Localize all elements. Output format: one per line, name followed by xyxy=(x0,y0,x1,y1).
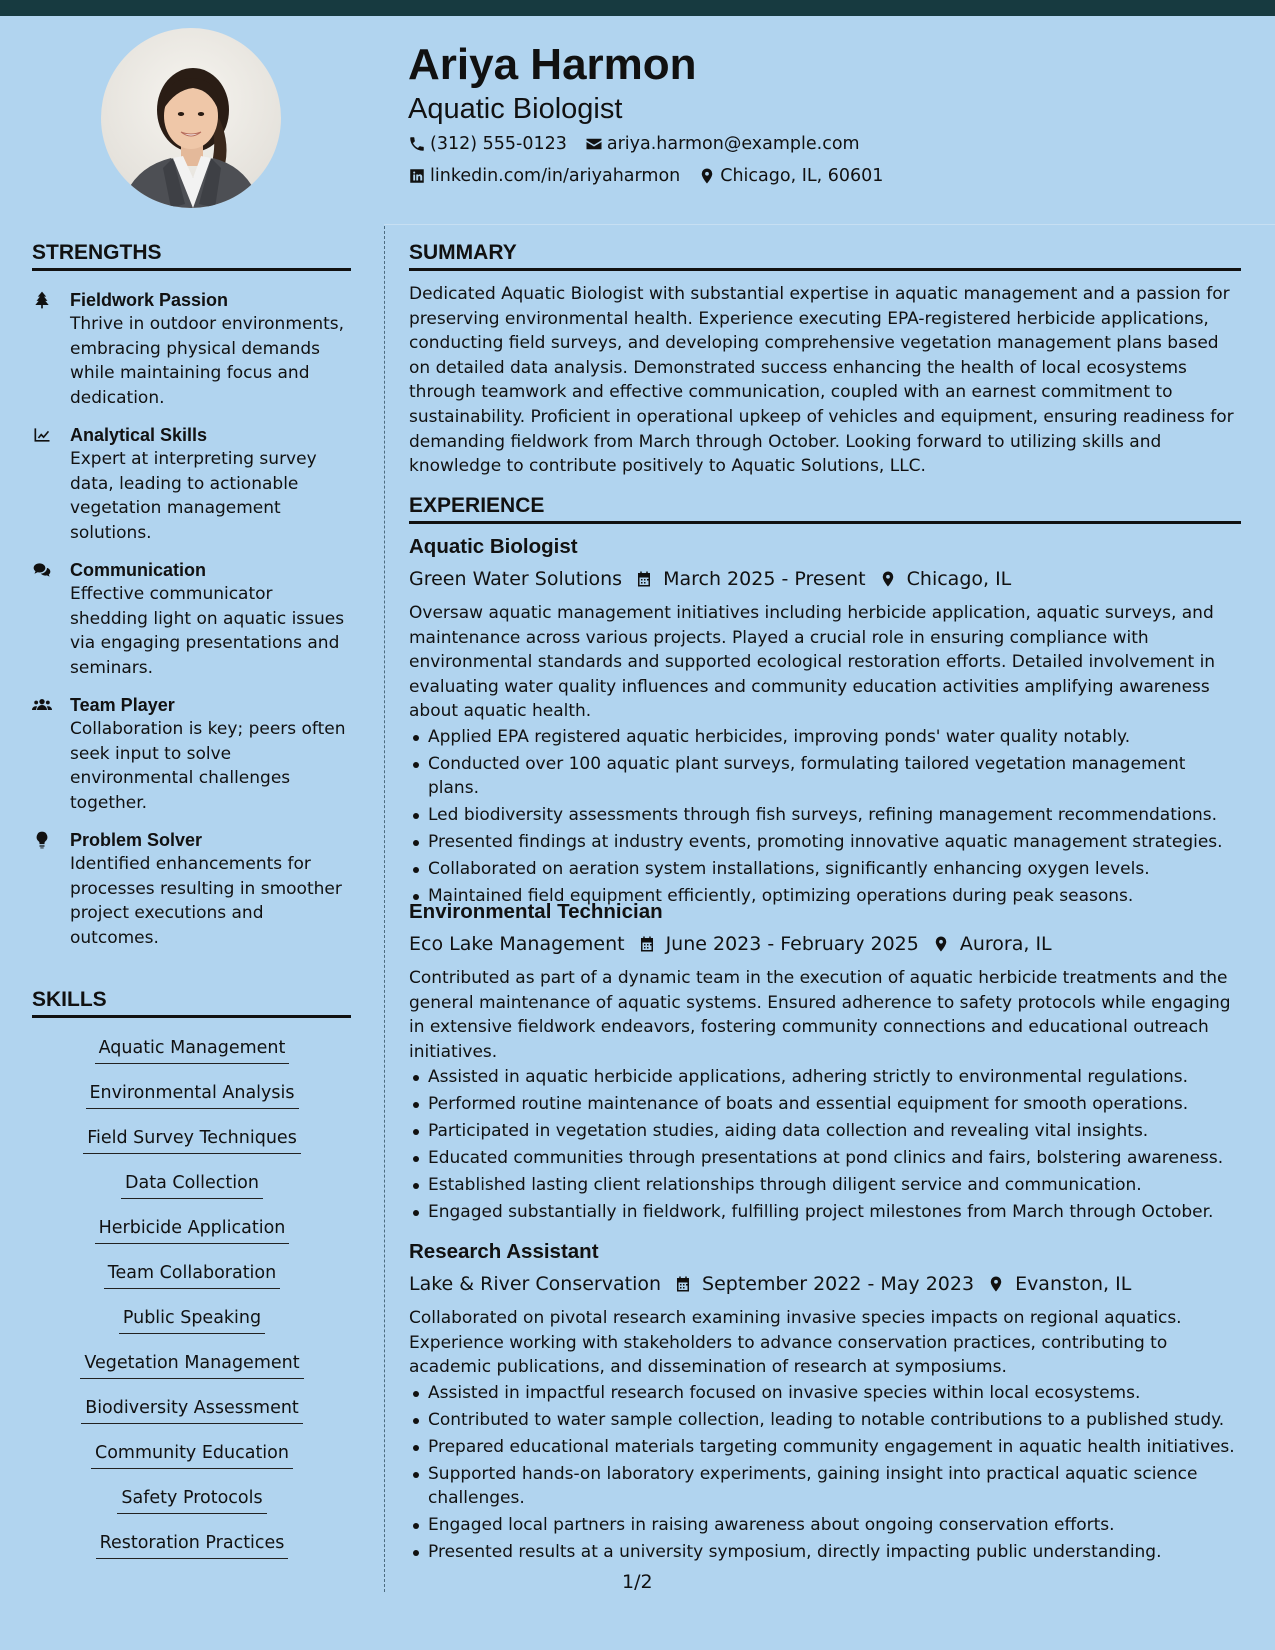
skill-item xyxy=(32,1441,352,1486)
job-dates: September 2022 - May 2023 xyxy=(702,1273,975,1295)
job-title: Research Assistant xyxy=(409,1240,599,1263)
lightbulb-icon xyxy=(32,830,52,850)
skill-label: Public Speaking xyxy=(119,1306,265,1334)
portrait-image xyxy=(101,28,281,208)
experience-entry xyxy=(409,899,1241,1227)
strength-title: Team Player xyxy=(70,695,175,715)
contact-phone xyxy=(408,134,567,154)
linkedin-link[interactable]: linkedin.com/in/ariyaharmon xyxy=(430,166,681,186)
skill-label: Data Collection xyxy=(121,1171,263,1199)
map-pin-icon xyxy=(987,1274,1005,1294)
location-text: Chicago, IL, 60601 xyxy=(720,166,884,186)
linkedin-icon xyxy=(408,167,426,185)
contact-email xyxy=(585,134,860,154)
phone-text[interactable]: (312) 555-0123 xyxy=(430,134,567,154)
strength-item xyxy=(32,423,352,545)
skill-item xyxy=(32,1216,352,1261)
email-link[interactable]: ariya.harmon@example.com xyxy=(606,134,860,154)
bullet-item: Collaborated on aeration system installations, significantly enhancing oxygen levels. xyxy=(409,857,1241,881)
job-description: Oversaw aquatic management initiatives including herbicide application, aquatic surveys, and maintenance across various projects. Played a crucial role in ensuring compliance with environmental standards and supported ecological restoration efforts. Detailed involvement in evaluating water quality influences and community education activities amplifying awareness about aquatic health. xyxy=(409,603,1216,722)
bullet-item: Assisted in aquatic herbicide applications, adhering strictly to environmental regulations. xyxy=(409,1065,1241,1089)
skill-item xyxy=(32,1351,352,1396)
skill-item xyxy=(32,1036,352,1081)
skill-label: Restoration Practices xyxy=(96,1531,289,1559)
map-pin-icon xyxy=(879,569,897,589)
map-pin-icon xyxy=(698,167,716,185)
job-location: Aurora, IL xyxy=(959,933,1052,955)
job-meta xyxy=(409,566,1241,592)
skill-label: Field Survey Techniques xyxy=(83,1126,301,1154)
skill-item xyxy=(32,1261,352,1306)
candidate-name: Ariya Harmon xyxy=(408,40,697,89)
job-location: Chicago, IL xyxy=(906,568,1012,590)
strength-title: Analytical Skills xyxy=(70,425,208,445)
job-meta xyxy=(409,1271,1241,1297)
strengths-heading: STRENGTHS xyxy=(32,241,351,271)
bullet-item: Presented results at a university symposium, directly impacting public understanding. xyxy=(409,1540,1241,1564)
comments-icon xyxy=(32,560,52,580)
job-meta xyxy=(409,931,1241,957)
map-pin-icon xyxy=(932,934,950,954)
bullet-item: Engaged local partners in raising awareness about ongoing conservation efforts. xyxy=(409,1513,1241,1537)
line-chart-icon xyxy=(32,425,52,445)
strength-item xyxy=(32,828,352,950)
bullet-item: Assisted in impactful research focused on invasive species within local ecosystems. xyxy=(409,1381,1241,1405)
page-number: 1/2 xyxy=(622,1571,653,1593)
job-description: Contributed as part of a dynamic team in the execution of aquatic herbicide treatments and the general maintenance of aquatic systems. Ensured adherence to safety protocols while engaging in extensive fieldwork endeavors, fostering community connections and educational outreach initiatives. xyxy=(409,968,1231,1062)
job-bullets xyxy=(409,1381,1241,1564)
strength-description: Collaboration is key; peers often seek input to solve environmental challenges together. xyxy=(70,719,346,813)
calendar-icon xyxy=(674,1274,692,1294)
company-name: Green Water Solutions xyxy=(409,568,623,590)
experience-entry xyxy=(409,534,1241,911)
skill-label: Biodiversity Assessment xyxy=(81,1396,303,1424)
strength-description: Thrive in outdoor environments, embracing physical demands while maintaining focus and dedication. xyxy=(70,314,345,408)
bullet-item: Educated communities through presentations at pond clinics and fairs, bolstering awareness. xyxy=(409,1146,1241,1170)
summary-text: Dedicated Aquatic Biologist with substantial expertise in aquatic management and a passion for preserving environmental health. Experience executing EPA-registered herbicide applications, conducting field surveys, and developing comprehensive vegetation management plans based on detailed data analysis. Demonstrated success enhancing the health of local ecosystems through teamwork and effective communication, coupled with an earnest commitment to sustainability. Proficient in operational upkeep of vehicles and equipment, ensuring readiness for demanding fieldwork from March through October. Looking forward to utilizing skills and knowledge to contribute positively to Aquatic Solutions, LLC. xyxy=(409,284,1234,477)
job-bullets xyxy=(409,1065,1241,1224)
job-title: Aquatic Biologist xyxy=(409,535,578,558)
strength-item xyxy=(32,288,352,410)
column-divider xyxy=(384,226,385,1592)
contact-row-1 xyxy=(408,134,860,154)
strength-description: Expert at interpreting survey data, leading to actionable vegetation management solutions. xyxy=(70,449,317,543)
phone-icon xyxy=(408,135,426,153)
bullet-item: Maintained field equipment efficiently, optimizing operations during peak seasons. xyxy=(409,884,1241,908)
job-location: Evanston, IL xyxy=(1015,1273,1132,1295)
strength-description: Effective communicator shedding light on aquatic issues via engaging presentations and seminars. xyxy=(70,584,345,678)
bullet-item: Presented findings at industry events, promoting innovative aquatic management strategies. xyxy=(409,830,1241,854)
bullet-item: Prepared educational materials targeting community engagement in aquatic health initiatives. xyxy=(409,1435,1241,1459)
job-title: Environmental Technician xyxy=(409,900,663,923)
strength-title: Problem Solver xyxy=(70,830,203,850)
job-bullets xyxy=(409,725,1241,908)
skills-list xyxy=(32,1036,352,1576)
header-divider xyxy=(384,224,1275,225)
bullet-item: Led biodiversity assessments through fish surveys, refining management recommendations. xyxy=(409,803,1241,827)
skill-item xyxy=(32,1396,352,1441)
skill-label: Community Education xyxy=(91,1441,293,1469)
strength-title: Communication xyxy=(70,560,207,580)
contact-linkedin xyxy=(408,166,680,186)
bullet-item: Supported hands-on laboratory experiments, gaining insight into practical aquatic science challenges. xyxy=(409,1462,1241,1510)
candidate-title: Aquatic Biologist xyxy=(408,93,623,125)
skill-label: Herbicide Application xyxy=(95,1216,290,1244)
job-dates: June 2023 - February 2025 xyxy=(665,933,919,955)
strength-item xyxy=(32,693,352,815)
skill-label: Vegetation Management xyxy=(80,1351,303,1379)
bullet-item: Performed routine maintenance of boats and essential equipment for smooth operations. xyxy=(409,1092,1241,1116)
summary-heading: SUMMARY xyxy=(409,241,1241,271)
tree-icon xyxy=(32,290,52,310)
users-icon xyxy=(32,695,52,715)
strength-title: Fieldwork Passion xyxy=(70,290,229,310)
skill-item xyxy=(32,1531,352,1576)
job-description: Collaborated on pivotal research examining invasive species impacts on regional aquatics. Experience working with stakeholders to advance conservation practices, contributing to academic publications, and dissemination of research at symposiums. xyxy=(409,1308,1182,1378)
contact-location xyxy=(698,166,883,186)
envelope-icon xyxy=(585,135,603,153)
skill-item xyxy=(32,1081,352,1126)
contact-row-2 xyxy=(408,166,883,186)
company-name: Eco Lake Management xyxy=(409,933,625,955)
strengths-list xyxy=(32,288,352,963)
bullet-item: Participated in vegetation studies, aiding data collection and revealing vital insights. xyxy=(409,1119,1241,1143)
skill-label: Team Collaboration xyxy=(104,1261,280,1289)
skill-item xyxy=(32,1486,352,1531)
calendar-icon xyxy=(638,934,656,954)
experience-entry xyxy=(409,1239,1241,1567)
calendar-icon xyxy=(635,569,653,589)
strength-item xyxy=(32,558,352,680)
skill-label: Environmental Analysis xyxy=(86,1081,299,1109)
bullet-item: Conducted over 100 aquatic plant surveys, formulating tailored vegetation management plans. xyxy=(409,752,1241,800)
experience-heading: EXPERIENCE xyxy=(409,494,1241,524)
skill-item xyxy=(32,1126,352,1171)
job-dates: March 2025 - Present xyxy=(663,568,866,590)
profile-photo xyxy=(101,28,281,208)
top-accent-bar xyxy=(0,0,1275,16)
skills-heading: SKILLS xyxy=(32,988,351,1018)
skill-item xyxy=(32,1171,352,1216)
company-name: Lake & River Conservation xyxy=(409,1273,662,1295)
bullet-item: Engaged substantially in fieldwork, fulfilling project milestones from March through October. xyxy=(409,1200,1241,1224)
skill-item xyxy=(32,1306,352,1351)
strength-description: Identified enhancements for processes resulting in smoother project executions and outcomes. xyxy=(70,854,342,948)
skill-label: Safety Protocols xyxy=(117,1486,266,1514)
skill-label: Aquatic Management xyxy=(95,1036,290,1064)
bullet-item: Established lasting client relationships through diligent service and communication. xyxy=(409,1173,1241,1197)
bullet-item: Applied EPA registered aquatic herbicides, improving ponds' water quality notably. xyxy=(409,725,1241,749)
bullet-item: Contributed to water sample collection, leading to notable contributions to a published study. xyxy=(409,1408,1241,1432)
